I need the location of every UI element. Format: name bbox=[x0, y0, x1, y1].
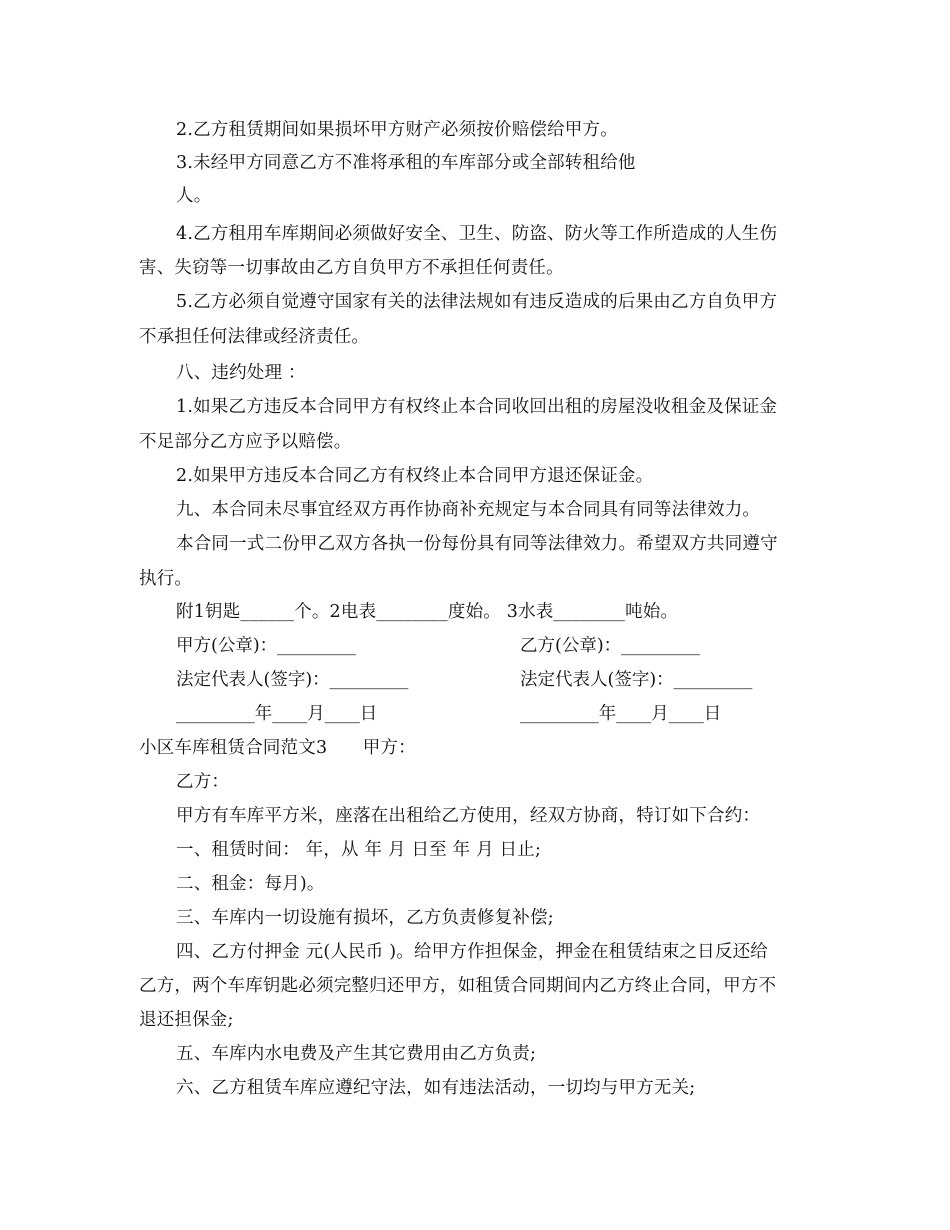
paragraph: 不承担任何法律或经济责任。 bbox=[139, 327, 370, 347]
paragraph: 2.如果甲方违反本合同乙方有权终止本合同甲方退还保证金。 bbox=[176, 466, 654, 486]
party-b-seal: 乙方(公章)：_________ bbox=[520, 636, 700, 656]
section-heading: 八、违约处理 ： bbox=[176, 363, 306, 383]
paragraph: 甲方有车库平方米，座落在出租给乙方使用，经双方协商，特订如下合约： bbox=[176, 806, 761, 826]
party-a-seal: 甲方(公章)：_________ bbox=[176, 636, 356, 656]
paragraph: 乙方，两个车库钥匙必须完整归还甲方，如租赁合同期间内乙方终止合同，甲方不 bbox=[139, 976, 777, 996]
paragraph: 四、乙方付押金 元(人民币 )。给甲方作担保金，押金在租赁结束之日反还给 bbox=[176, 942, 768, 962]
paragraph: 2.乙方租赁期间如果损坏甲方财产必须按价赔偿给甲方。 bbox=[176, 120, 618, 140]
party-a-representative: 法定代表人(签字)：_________ bbox=[176, 670, 409, 690]
paragraph: 三、车库内一切设施有损坏，乙方负责修复补偿; bbox=[176, 908, 554, 928]
section-title: 小区车库租赁合同范文3 甲方： bbox=[139, 738, 416, 758]
paragraph: 乙方： bbox=[176, 772, 230, 792]
paragraph: 执行。 bbox=[139, 569, 193, 589]
paragraph: 人。 bbox=[176, 186, 212, 206]
party-b-date: _________年____月____日 bbox=[520, 704, 722, 724]
paragraph: 六、乙方租赁车库应遵纪守法，如有违法活动，一切均与甲方无关; bbox=[176, 1078, 696, 1098]
paragraph: 害、失窃等一切事故由乙方自负甲方不承担任何责任。 bbox=[139, 258, 564, 278]
party-a-date: _________年____月____日 bbox=[176, 704, 378, 724]
paragraph: 不足部分乙方应予以赔偿。 bbox=[139, 432, 352, 452]
paragraph: 本合同一式二份甲乙双方各执一份每份具有同等法律效力。希望双方共同遵守 bbox=[176, 534, 778, 554]
paragraph: 退还担保金; bbox=[139, 1010, 234, 1030]
party-b-representative: 法定代表人(签字)：_________ bbox=[520, 670, 753, 690]
paragraph: 1.如果乙方违反本合同甲方有权终止本合同收回出租的房屋没收租金及保证金 bbox=[176, 397, 778, 417]
paragraph: 一、租赁时间： 年，从 年 月 日至 年 月 日止; bbox=[176, 840, 542, 860]
paragraph: 二、租金：每月)。 bbox=[176, 874, 325, 894]
paragraph: 附1钥匙______个。2电表________度始。 3水表________吨始。 bbox=[176, 602, 679, 622]
paragraph: 3.未经甲方同意乙方不准将承租的车库部分或全部转租给他 bbox=[176, 153, 636, 173]
paragraph: 5.乙方必须自觉遵守国家有关的法律法规如有违反造成的后果由乙方自负甲方 bbox=[176, 292, 778, 312]
paragraph: 五、车库内水电费及产生其它费用由乙方负责; bbox=[176, 1044, 537, 1064]
paragraph: 九、本合同未尽事宜经双方再作协商补充规定与本合同具有同等法律效力。 bbox=[176, 500, 761, 520]
paragraph: 4.乙方租用车库期间必须做好安全、卫生、防盗、防火等工作所造成的人生伤 bbox=[176, 224, 778, 244]
